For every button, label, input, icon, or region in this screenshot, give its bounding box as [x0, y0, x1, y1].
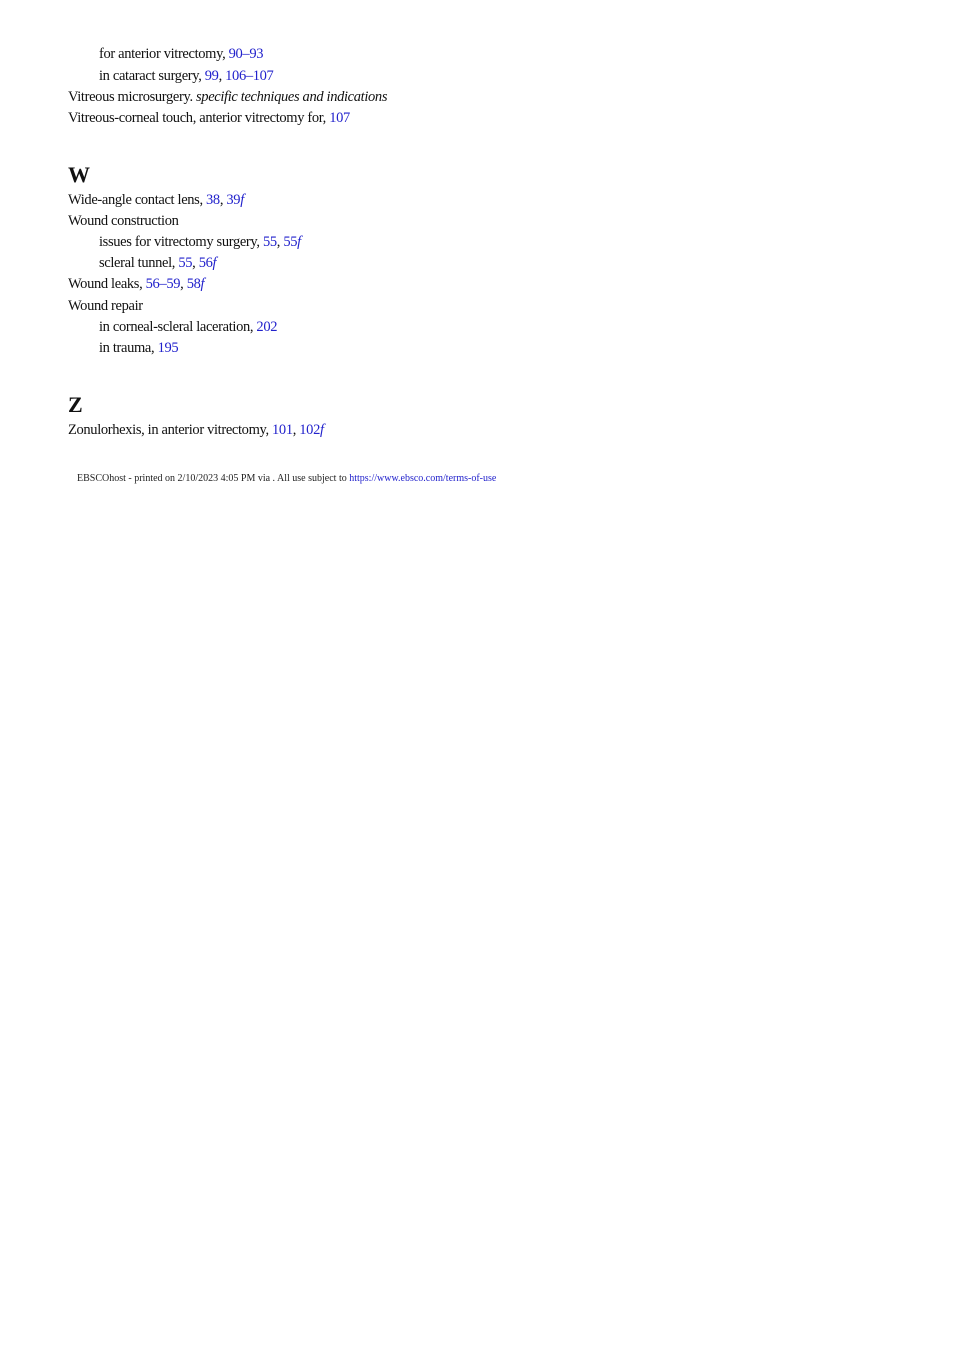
entry-text: Zonulorhexis, in anterior vitrectomy,	[68, 422, 273, 438]
page-link[interactable]: 107	[329, 110, 350, 126]
index-entry	[68, 88, 387, 106]
separator: ,	[218, 68, 226, 84]
page-link[interactable]: 38	[206, 192, 220, 208]
index-subentry	[99, 254, 216, 272]
page-link[interactable]: 99	[204, 68, 219, 84]
index-entry: Wound construction	[68, 213, 179, 229]
separator: ,	[192, 255, 199, 271]
section-letter-w: W	[68, 162, 90, 187]
index-entry	[68, 191, 244, 209]
index-subentry	[99, 318, 277, 336]
section-letter-z: Z	[68, 392, 83, 417]
page-link[interactable]: 55	[178, 255, 193, 271]
entry-text: in trauma,	[99, 340, 158, 356]
entry-text: Wide-angle contact lens,	[68, 192, 207, 208]
page-link[interactable]: 106–107	[225, 68, 274, 84]
footer-text: EBSCOhost - printed on 2/10/2023 4:05 PM via . All use subject to	[77, 473, 350, 484]
page-link[interactable]: 101	[272, 422, 293, 438]
index-entry	[68, 421, 324, 439]
ebsco-footer	[77, 472, 496, 486]
entry-text: for anterior vitrectomy,	[99, 46, 229, 62]
separator: ,	[292, 422, 300, 438]
index-entry	[68, 275, 204, 293]
figure-link[interactable]: 55f	[283, 234, 301, 250]
entry-text: issues for vitrectomy surgery,	[99, 234, 263, 250]
index-entry	[68, 109, 350, 127]
separator: ,	[219, 192, 227, 208]
entry-text: Vitreous microsurgery.	[68, 89, 196, 105]
entry-text: in cataract surgery,	[99, 68, 205, 84]
terms-of-use-link[interactable]: https://www.ebsco.com/terms-of-use	[349, 473, 497, 484]
index-subentry	[99, 67, 273, 85]
see-reference: specific techniques and indications	[196, 89, 388, 105]
index-subentry	[99, 45, 263, 63]
figure-link[interactable]: 58f	[186, 276, 205, 292]
page-link[interactable]: 56–59	[145, 276, 181, 292]
entry-text: Wound leaks,	[68, 276, 146, 292]
figure-link[interactable]: 56f	[198, 255, 217, 271]
separator: ,	[180, 276, 187, 292]
entry-text: in corneal-scleral laceration,	[99, 319, 257, 335]
index-entry: Wound repair	[68, 298, 143, 314]
entry-text: scleral tunnel,	[99, 255, 179, 271]
page-link[interactable]: 195	[157, 340, 179, 356]
figure-link[interactable]: 39f	[226, 192, 244, 208]
page-link[interactable]: 202	[256, 319, 278, 335]
page-link[interactable]: 55	[262, 234, 277, 250]
index-subentry	[99, 233, 301, 251]
index-subentry	[99, 339, 178, 357]
entry-text: Vitreous-corneal touch, anterior vitrectomy for,	[68, 110, 330, 126]
separator: ,	[276, 234, 284, 250]
figure-link[interactable]: 102f	[299, 422, 324, 438]
page-link[interactable]: 90–93	[228, 46, 264, 62]
